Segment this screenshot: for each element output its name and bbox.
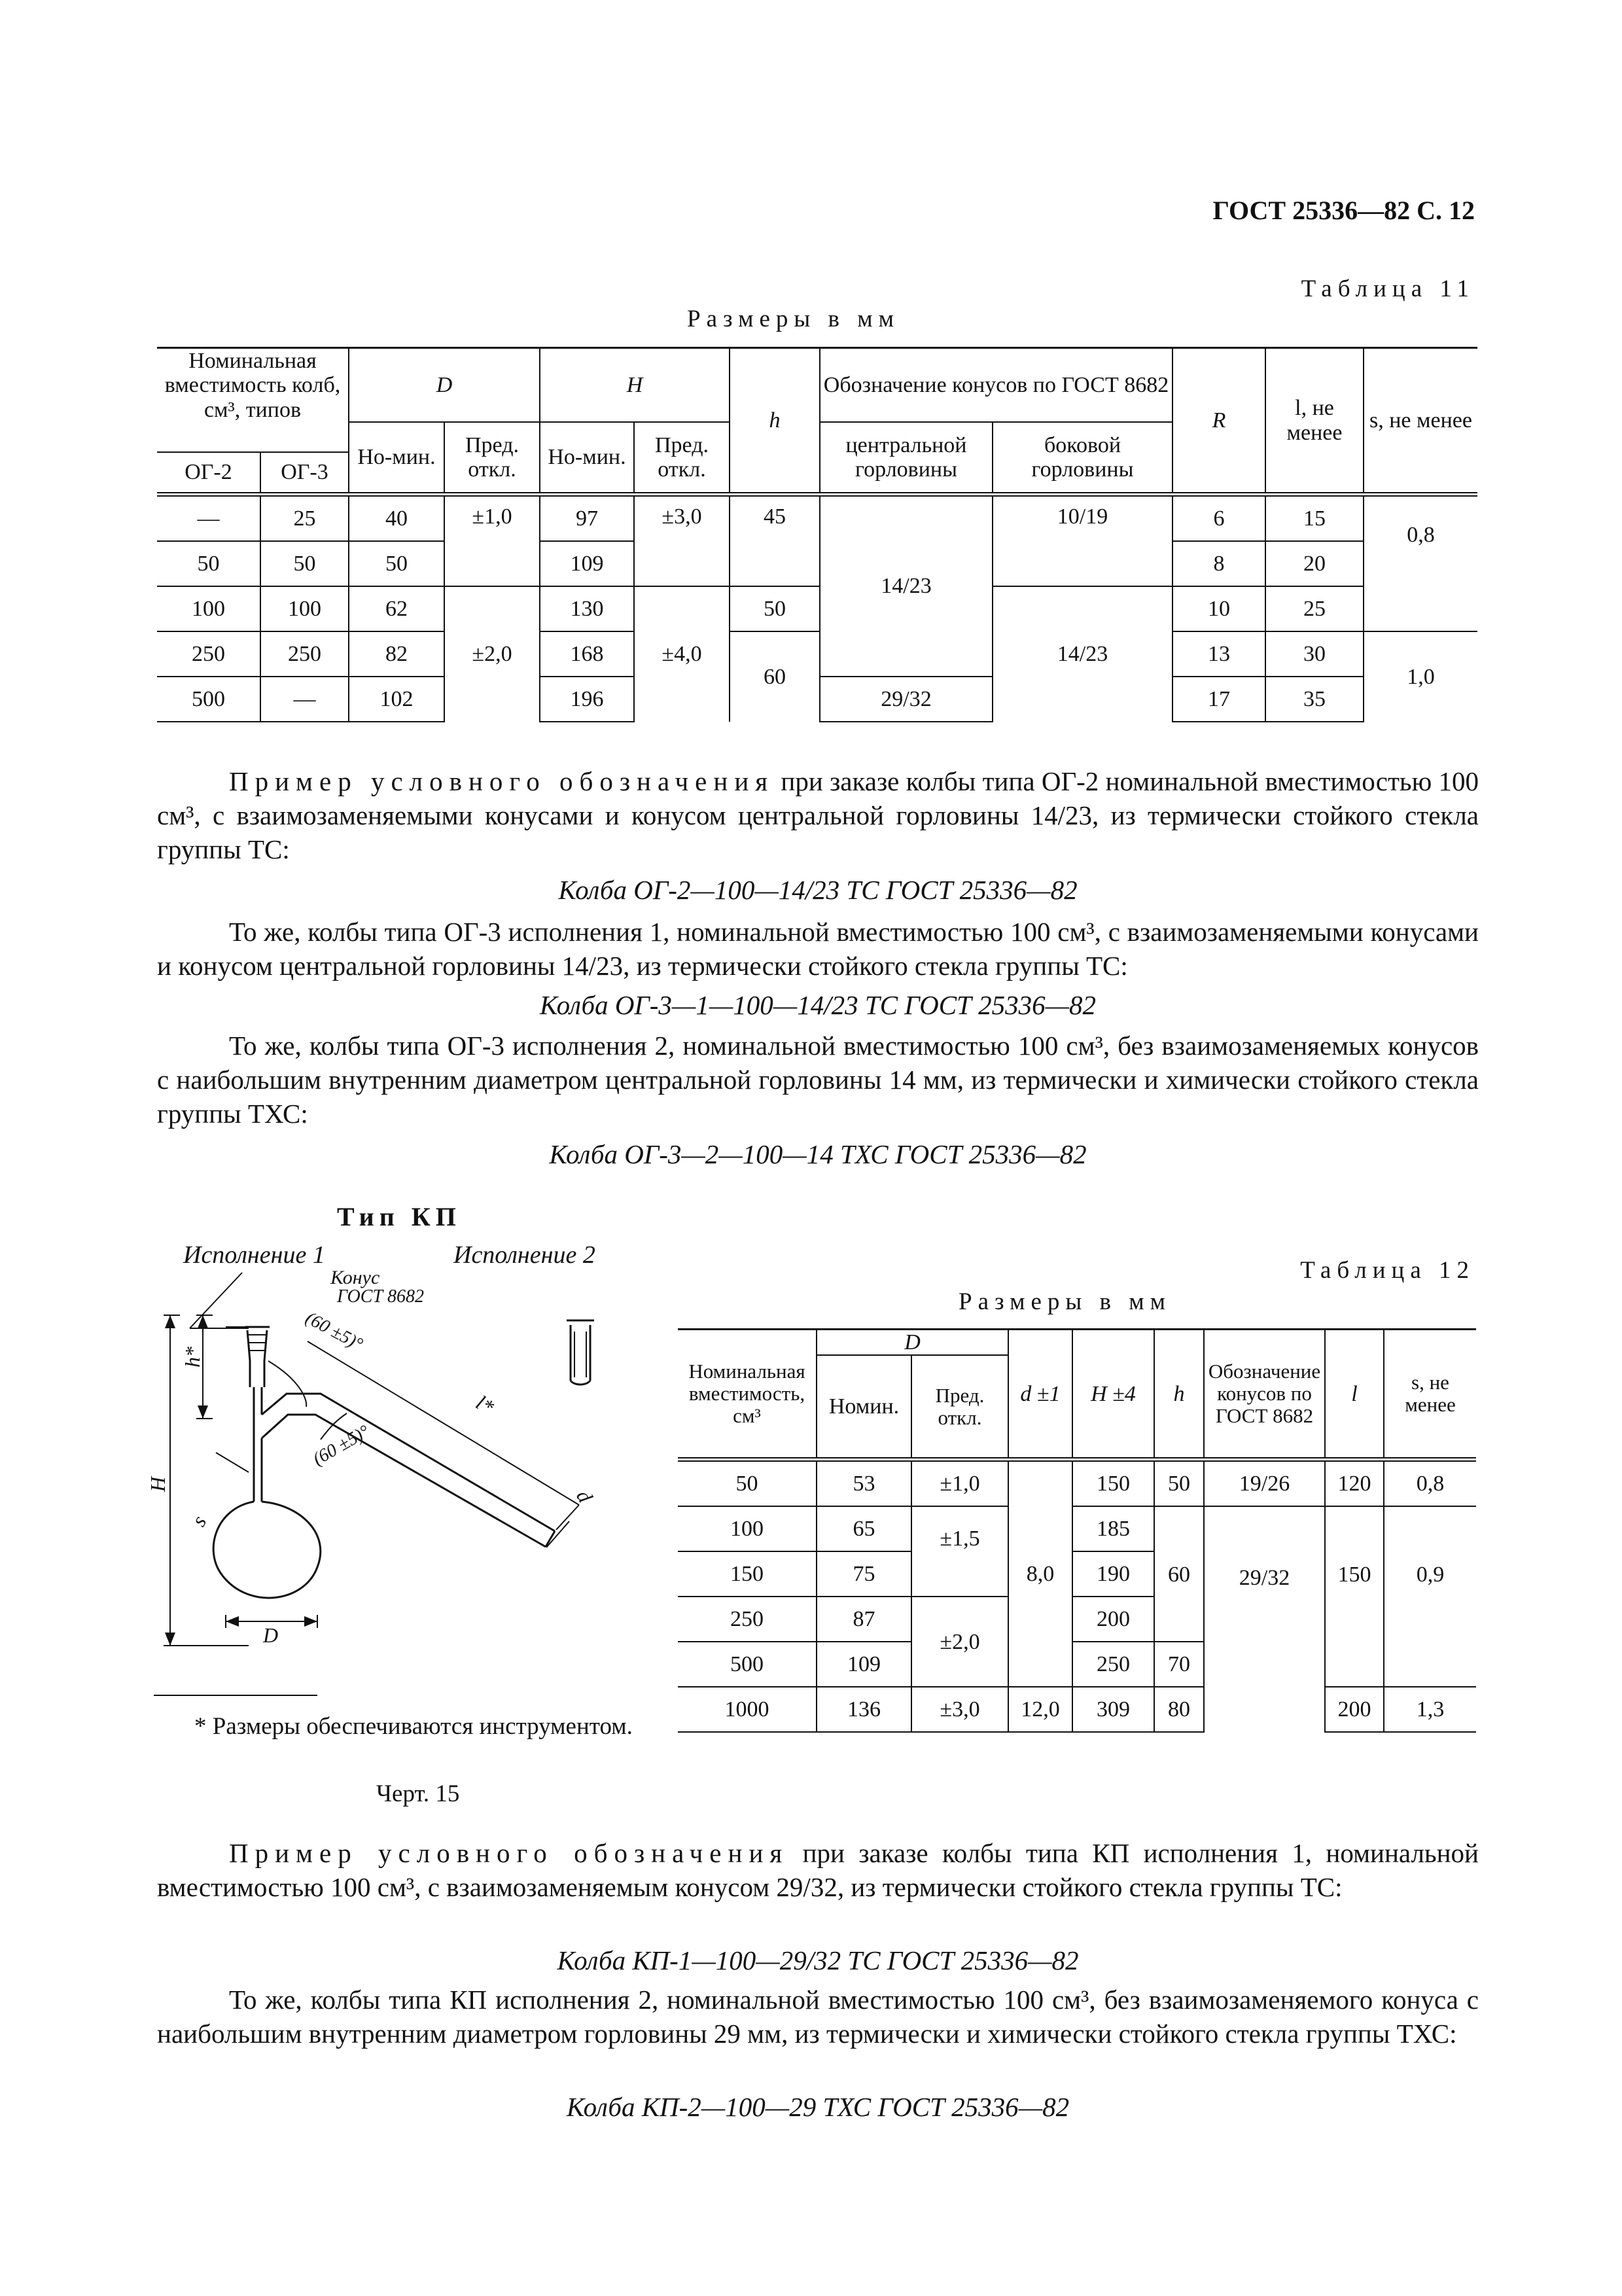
label-H: H — [146, 1476, 169, 1492]
table-cell: 50 — [349, 541, 444, 586]
label-d: d — [571, 1485, 598, 1507]
table-cell: 19/26 — [1204, 1460, 1325, 1507]
table-cell: 250 — [1072, 1642, 1154, 1687]
th-capacity: Номинальная вместимость, см³ — [678, 1330, 817, 1460]
label-h-star: h* — [181, 1347, 204, 1368]
example2-text1: при заказе колбы типа КП исполнения 1, номинальной вместимостью 100 см³, с взаимозаменяемым конусом 29/32, из термически стойкого стекла группы ТС: — [157, 1838, 1479, 1902]
table-cell: 14/23 — [820, 495, 993, 677]
example2-spaced: Пример условного обозначения — [229, 1838, 789, 1868]
table-cell: 70 — [1154, 1642, 1204, 1687]
label-cone: Конус — [330, 1267, 380, 1288]
table-cell: 50 — [157, 541, 260, 586]
table-cell: 29/32 — [820, 677, 993, 722]
table-12 — [678, 1328, 1476, 1733]
example1-paragraph — [157, 764, 1479, 866]
table-cell: 50 — [730, 586, 820, 631]
footnote: * Размеры обеспечиваются инструментом. — [194, 1713, 633, 1740]
table-cell: 50 — [260, 541, 349, 586]
th-s: s, не менее — [1384, 1330, 1476, 1460]
table-cell: ±2,0 — [444, 586, 540, 722]
table-cell: 82 — [349, 631, 444, 677]
table-cell: 75 — [817, 1551, 911, 1597]
th-s: s, не менее — [1364, 348, 1477, 495]
table-cell: 12,0 — [1008, 1687, 1072, 1732]
table-cell: 109 — [540, 541, 634, 586]
table-cell: 500 — [157, 677, 260, 722]
table-cell: 1,0 — [1364, 631, 1477, 722]
table-cell: 100 — [678, 1506, 817, 1551]
table-cell: ±3,0 — [634, 495, 730, 587]
th-l: l — [1325, 1330, 1384, 1460]
table-cell: ±3,0 — [911, 1687, 1008, 1732]
th-capacity: Номинальная вместимость колб, см³, типов — [157, 348, 349, 423]
th-D-dev: Пред. откл. — [911, 1355, 1008, 1460]
th-og3: ОГ-3 — [260, 452, 349, 495]
table-cell: 29/32 — [1204, 1506, 1325, 1732]
table12-units: Размеры в мм — [959, 1288, 1172, 1315]
table-cell: 100 — [260, 586, 349, 631]
table-cell: 200 — [1325, 1687, 1384, 1732]
th-D: D — [817, 1330, 1008, 1356]
table-cell: 53 — [817, 1460, 911, 1507]
table-cell: 40 — [349, 495, 444, 542]
th-H: H — [540, 348, 730, 423]
table-cell: 196 — [540, 677, 634, 722]
table-cell: 130 — [540, 586, 634, 631]
label-l-star: l* — [472, 1390, 499, 1419]
table-cell: 168 — [540, 631, 634, 677]
example2-paragraph — [157, 1836, 1479, 1904]
variant2-neck — [567, 1320, 594, 1385]
table-cell: 10 — [1172, 586, 1265, 631]
label-D: D — [263, 1623, 279, 1647]
table-cell: 25 — [1265, 586, 1364, 631]
table-cell: 185 — [1072, 1506, 1154, 1551]
figure-title: Тип КП — [337, 1202, 461, 1231]
table-cell: 150 — [1325, 1506, 1384, 1687]
table-cell: 8,0 — [1008, 1460, 1072, 1687]
table12-caption: Таблица 12 — [1300, 1257, 1475, 1284]
table-cell: 136 — [817, 1687, 911, 1732]
th-H-dev: Пред. откл. — [634, 422, 730, 495]
table-cell: ±4,0 — [634, 586, 730, 722]
table-cell: 250 — [678, 1597, 817, 1642]
table-cell: 250 — [260, 631, 349, 677]
th-H: H ±4 — [1072, 1330, 1154, 1460]
th-d: d ±1 — [1008, 1330, 1072, 1460]
example1-text3: То же, колбы типа ОГ-3 исполнения 2, номинальной вместимостью 100 см³, без взаимозаменяемых конусов с наибольшим внутренним диаметром центральной горловины 14 мм, из термически и химически стойкого стекла группы ТХС: — [157, 1031, 1479, 1129]
table-cell: 100 — [157, 586, 260, 631]
table-cell: 1000 — [678, 1687, 817, 1732]
th-og2: ОГ-2 — [157, 452, 260, 495]
table-cell: 20 — [1265, 541, 1364, 586]
example1-code2: Колба ОГ-3—1—100—14/23 ТС ГОСТ 25336—82 — [539, 990, 1097, 1020]
table-cell: 60 — [1154, 1506, 1204, 1642]
table11-caption: Таблица 11 — [1301, 275, 1475, 302]
table-cell: ±1,0 — [911, 1460, 1008, 1507]
table-cell: 13 — [1172, 631, 1265, 677]
label-s: s — [186, 1511, 211, 1530]
th-D-dev: Пред. откл. — [444, 422, 540, 495]
table-cell: 35 — [1265, 677, 1364, 722]
table-cell: 190 — [1072, 1551, 1154, 1597]
table-cell: 65 — [817, 1506, 911, 1551]
table-cell: 60 — [730, 631, 820, 722]
table-cell: 87 — [817, 1597, 911, 1642]
th-D-nom: Но-мин. — [349, 422, 444, 495]
example1-code1: Колба ОГ-2—100—14/23 ТС ГОСТ 25336—82 — [558, 875, 1078, 905]
table-cell: 80 — [1154, 1687, 1204, 1732]
table-cell: 250 — [157, 631, 260, 677]
flask-drawing — [146, 1267, 661, 1688]
table-cell: 50 — [678, 1460, 817, 1507]
table-cell: ±1,0 — [444, 495, 540, 587]
example2-code1: Колба КП-1—100—29/32 ТС ГОСТ 25336—82 — [557, 1945, 1079, 1975]
table-cell: 150 — [678, 1551, 817, 1597]
table-11 — [157, 347, 1477, 722]
table-cell: 50 — [1154, 1460, 1204, 1507]
table-cell: 500 — [678, 1642, 817, 1687]
page-header: ГОСТ 25336—82 С. 12 — [1212, 196, 1475, 225]
example1-spaced: Пример условного обозначения — [229, 766, 775, 796]
table-cell: 150 — [1072, 1460, 1154, 1507]
footnote-rule — [154, 1695, 317, 1696]
table-cell: 200 — [1072, 1597, 1154, 1642]
table-cell: 8 — [1172, 541, 1265, 586]
th-R: R — [1172, 348, 1265, 495]
th-H-nom: Но-мин. — [540, 422, 634, 495]
table-cell: 45 — [730, 495, 820, 587]
table-cell: 14/23 — [993, 586, 1172, 722]
th-l: l, не менее — [1265, 348, 1364, 495]
figure-variant2: Исполнение 2 — [453, 1241, 595, 1269]
table-cell: 0,9 — [1384, 1506, 1476, 1687]
th-cones: Обозначение конусов по ГОСТ 8682 — [1204, 1330, 1325, 1460]
example2-code2: Колба КП-2—100—29 ТХС ГОСТ 25336—82 — [566, 2092, 1070, 2122]
th-cones: Обозначение конусов по ГОСТ 8682 — [820, 348, 1172, 423]
table-cell: 10/19 — [993, 495, 1172, 587]
table-cell: ±1,5 — [911, 1506, 1008, 1597]
label-angle-side: (60 ±5)° — [309, 1421, 374, 1470]
th-h: h — [1154, 1330, 1204, 1460]
table-cell: — — [260, 677, 349, 722]
th-h: h — [730, 348, 820, 495]
table-cell: 120 — [1325, 1460, 1384, 1507]
example1-code3: Колба ОГ-3—2—100—14 ТХС ГОСТ 25336—82 — [549, 1139, 1087, 1169]
table-cell: 309 — [1072, 1687, 1154, 1732]
th-central: центральной горловины — [820, 422, 993, 495]
table-cell: 25 — [260, 495, 349, 542]
label-cone-gost: ГОСТ 8682 — [337, 1286, 425, 1307]
table-cell: 15 — [1265, 495, 1364, 542]
figure-variant1: Исполнение 1 — [183, 1241, 325, 1269]
table-cell: 0,8 — [1364, 495, 1477, 632]
table-cell: 62 — [349, 586, 444, 631]
drawing-caption: Черт. 15 — [376, 1780, 460, 1807]
example1-text1: при заказе колбы типа ОГ-2 номинальной вместимостью 100 см³, с взаимозаменяемыми конусами и конусом центральной горловины 14/23, из термически стойкого стекла группы ТС: — [157, 766, 1479, 864]
th-D: D — [349, 348, 540, 423]
table-cell: ±2,0 — [911, 1597, 1008, 1687]
table-cell: 0,8 — [1384, 1460, 1476, 1507]
table-cell: 30 — [1265, 631, 1364, 677]
table-cell: 102 — [349, 677, 444, 722]
table11-units: Размеры в мм — [687, 306, 900, 332]
label-angle-top: (60 ±5)° — [302, 1307, 366, 1355]
table-cell: 109 — [817, 1642, 911, 1687]
example1-text2: То же, колбы типа ОГ-3 исполнения 1, номинальной вместимостью 100 см³, с взаимозаменяемыми конусами и конусом центральной горловины 14/23, из термически стойкого стекла группы ТС: — [157, 917, 1479, 981]
table-cell: — — [157, 495, 260, 542]
th-D-nom: Номин. — [817, 1355, 911, 1460]
example2-text2: То же, колбы типа КП исполнения 2, номинальной вместимостью 100 см³, без взаимозаменяемого конуса с наибольшим внутренним диаметром горловины 29 мм, из термически и химически стойкого стекла группы ТХС: — [157, 1985, 1479, 2049]
table-cell: 6 — [1172, 495, 1265, 542]
th-side: боковой горловины — [993, 422, 1172, 495]
table-cell: 17 — [1172, 677, 1265, 722]
table-cell: 97 — [540, 495, 634, 542]
table-cell: 1,3 — [1384, 1687, 1476, 1732]
